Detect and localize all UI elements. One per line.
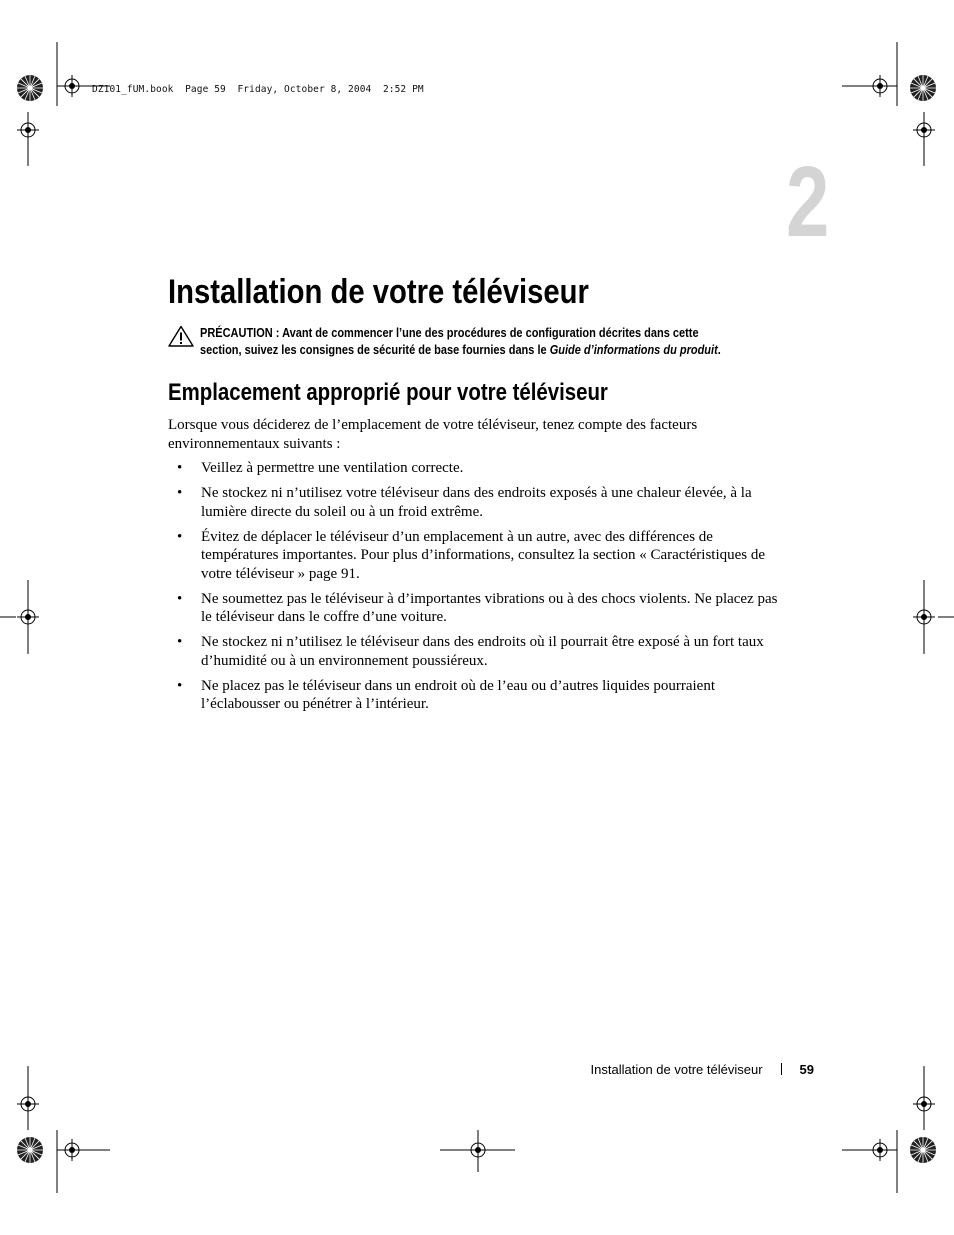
list-item-text: Ne placez pas le téléviseur dans un endroit où de l’eau ou d’autres liquides pourraient l’éclabousser ou pénétrer à l’intérieur. xyxy=(201,677,715,712)
bullet-symbol: • xyxy=(177,485,183,501)
footer-running-title: Installation de votre téléviseur xyxy=(590,1062,763,1077)
warning-triangle-icon xyxy=(168,325,194,347)
bullet-symbol: • xyxy=(177,590,183,607)
list-item xyxy=(168,484,788,521)
caution-body-line1: Avant de commencer l’une des procédures de configuration décrites dans cette xyxy=(279,326,699,340)
color-wheel-icon xyxy=(910,75,936,101)
list-item-text: Ne soumettez pas le téléviseur à d’importantes vibrations ou à des chocs violents. Ne placez pas le téléviseur dans le coffre d’une voiture. xyxy=(201,590,778,625)
page-number: 59 xyxy=(799,1062,814,1077)
bullet-symbol: • xyxy=(177,528,183,545)
bullet-symbol: • xyxy=(177,460,183,476)
bullet-symbol: • xyxy=(177,634,183,650)
chapter-number: 2 xyxy=(786,146,830,258)
caution-guide-title: Guide d’informations du produit xyxy=(549,343,718,357)
list-item xyxy=(168,528,788,584)
caution-end: . xyxy=(717,343,721,357)
caution-label: PRÉCAUTION : xyxy=(200,326,280,340)
list-item-text: Ne stockez ni n’utilisez le téléviseur dans des endroits où il pourrait être exposé à un fort taux d’humidité ou à un environnement poussiéreux. xyxy=(201,634,764,669)
caution-body-line2: section, suivez les consignes de sécurité de base fournies dans le xyxy=(200,343,550,357)
page-footer xyxy=(591,1061,814,1079)
color-wheel-icon xyxy=(17,1137,43,1163)
chapter-title: Installation de votre téléviseur xyxy=(168,273,589,311)
list-item-text: Veillez à permettre une ventilation correcte. xyxy=(201,460,464,476)
list-item xyxy=(168,633,788,670)
list-item-text: Évitez de déplacer le téléviseur d’un emplacement à un autre, avec des différences de températures importantes. Pour plus d’informations, consultez la section « Caractéristiques de votre téléviseur » page 91. xyxy=(201,528,766,582)
list-item-text: Ne stockez ni n’utilisez votre téléviseur dans des endroits exposés à une chaleur élevée, à la lumière directe du soleil ou à un froid extrême. xyxy=(201,485,752,520)
list-item xyxy=(168,459,788,478)
color-wheel-icon xyxy=(17,75,43,101)
caution-text xyxy=(200,325,763,359)
footer-divider xyxy=(781,1063,782,1075)
list-item xyxy=(168,677,788,714)
bullet-symbol: • xyxy=(177,677,183,694)
intro-paragraph: Lorsque vous déciderez de l’emplacement de votre téléviseur, tenez compte des facteurs environnementaux suivants : xyxy=(168,417,698,452)
bullet-list xyxy=(168,459,788,720)
print-slug-line: DZ101_fUM.book Page 59 Friday, October 8, 2004 2:52 PM xyxy=(92,84,424,95)
section-title: Emplacement approprié pour votre téléviseur xyxy=(168,379,608,406)
color-wheel-icon xyxy=(910,1137,936,1163)
list-item xyxy=(168,590,788,627)
